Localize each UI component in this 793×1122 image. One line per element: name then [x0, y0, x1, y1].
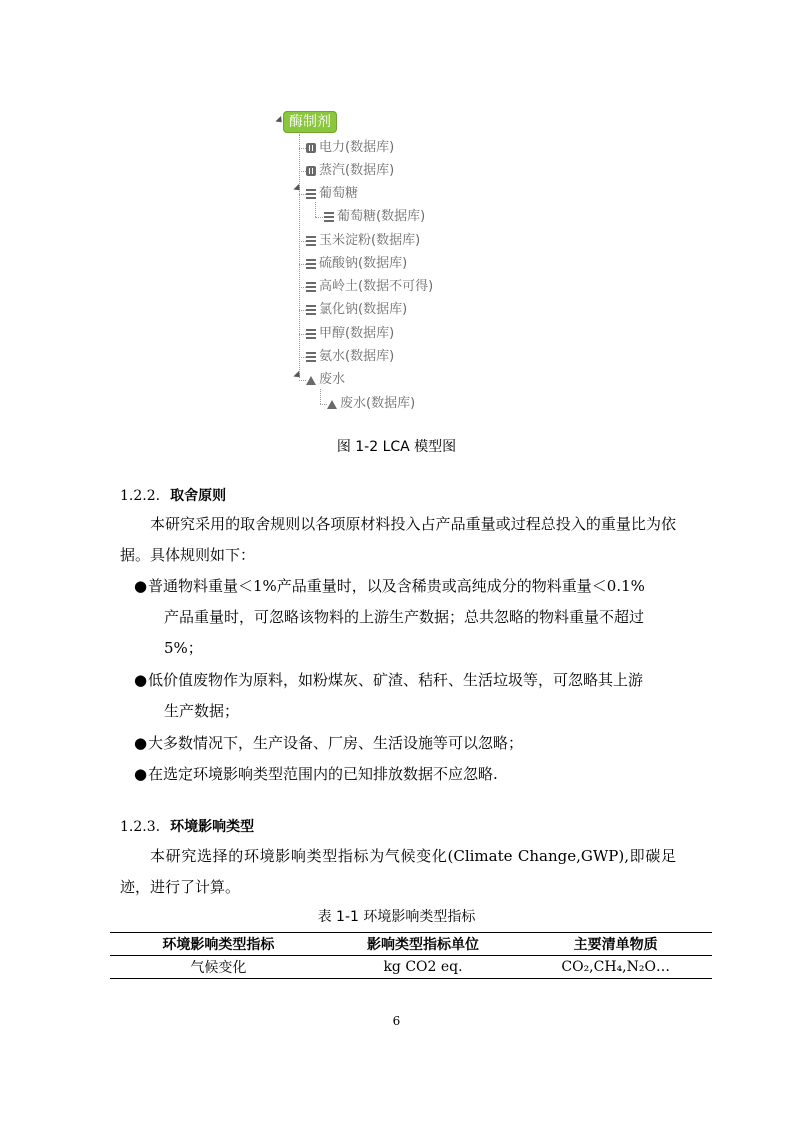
tree-node-label: 废水(数据库): [340, 396, 416, 411]
tree-node-label: 氯化钠(数据库): [319, 302, 408, 317]
tree-node-label: 玉米淀粉(数据库): [319, 233, 421, 248]
bullet-dot: ●: [134, 577, 148, 595]
bullet-item: [134, 759, 676, 790]
paragraph: 本研究选择的环境影响类型指标为气候变化(Climate Change,GWP),即碳足迹，进行了计算。: [120, 847, 676, 896]
bullet-text: 普通物料重量＜1%产品重量时，以及含稀贵或高纯成分的物料重量＜0.1%: [148, 577, 645, 595]
tree-connector: [299, 310, 306, 311]
page-number: 6: [392, 1014, 401, 1028]
tree-connector: [299, 241, 306, 242]
stack-icon: [306, 329, 316, 339]
table-row: [110, 956, 712, 979]
tree-node-label: 葡萄糖: [319, 186, 359, 201]
triangle-icon: [327, 400, 337, 409]
tree-connector: [299, 334, 306, 335]
bullet-dot: ●: [134, 734, 148, 752]
tree-node[interactable]: [327, 395, 415, 413]
triangle-icon: [306, 376, 316, 385]
tree-connector: [299, 380, 306, 381]
table-cell: CO₂,CH₄,N₂O…: [519, 956, 712, 979]
expand-caret-icon[interactable]: [293, 184, 302, 193]
section-number: 1.2.3.: [120, 819, 161, 835]
bullet-text-continued: 产品重量时，可忽略该物料的上游生产数据；总共忽略的物料重量不超过: [164, 608, 645, 626]
tree-connector: [299, 357, 306, 358]
tree-node-label: 硫酸钠(数据库): [319, 256, 408, 271]
stack-icon: [306, 305, 316, 315]
tree-node[interactable]: [306, 139, 394, 157]
tree-node[interactable]: [324, 208, 425, 226]
stack-icon: [324, 212, 334, 222]
section-title: 环境影响类型: [170, 819, 255, 835]
stack-icon: [306, 236, 316, 246]
table-cell: 气候变化: [110, 956, 327, 979]
section-number: 1.2.2.: [120, 488, 161, 504]
box-icon: [306, 143, 316, 153]
bullet-item: [134, 571, 676, 664]
bullet-item: [134, 665, 676, 727]
tree-connector: [315, 202, 316, 217]
tree-node[interactable]: [306, 162, 394, 180]
figure-caption: 图 1-2 LCA 模型图: [336, 439, 457, 455]
tree-node-label: 电力(数据库): [319, 140, 395, 155]
tree-node[interactable]: [306, 301, 407, 319]
tree-node[interactable]: [306, 232, 420, 250]
tree-node[interactable]: [306, 348, 394, 366]
bullet-dot: ●: [134, 671, 148, 689]
tree-node-label: 蒸汽(数据库): [319, 163, 395, 178]
bullet-item: [134, 728, 676, 759]
stack-icon: [306, 259, 316, 269]
bullet-text-continued: 5%；: [164, 639, 203, 657]
tree-node[interactable]: [306, 255, 407, 273]
tree-connector: [299, 264, 306, 265]
paragraph: 本研究采用的取舍规则以各项原材料投入占产品重量或过程总投入的重量比为依据。具体规则如下：: [120, 515, 676, 564]
tree-root-node[interactable]: 酶制剂: [284, 112, 336, 132]
impact-category-table: [110, 932, 712, 979]
tree-connector: [299, 194, 306, 195]
table-header-cell: 主要清单物质: [519, 933, 712, 956]
lca-model-tree: [0, 0, 793, 420]
tree-connector: [299, 171, 306, 172]
stack-icon: [306, 282, 316, 292]
tree-connector: [320, 404, 327, 405]
expand-caret-icon[interactable]: [293, 371, 302, 380]
bullet-text: 在选定环境影响类型范围内的已知排放数据不应忽略.: [148, 765, 498, 783]
table-header-cell: 影响类型指标单位: [327, 933, 520, 956]
tree-node-label: 甲醇(数据库): [319, 326, 395, 341]
table-header-row: [110, 933, 712, 956]
tree-connector: [299, 287, 306, 288]
tree-node[interactable]: [306, 325, 394, 343]
table-caption: 表 1-1 环境影响类型指标: [317, 909, 476, 925]
tree-node-label: 废水: [319, 372, 346, 387]
bullet-text-continued: 生产数据；: [164, 702, 240, 720]
tree-node[interactable]: [306, 185, 358, 203]
tree-node[interactable]: [306, 278, 433, 296]
stack-icon: [306, 189, 316, 199]
tree-node-label: 氨水(数据库): [319, 349, 395, 364]
table-header-cell: 环境影响类型指标: [110, 933, 327, 956]
tree-node[interactable]: [306, 371, 345, 389]
table-cell: kg CO2 eq.: [327, 956, 520, 979]
tree-connector: [299, 148, 306, 149]
tree-connector: [315, 217, 323, 218]
section-heading: [120, 485, 226, 505]
stack-icon: [306, 352, 316, 362]
tree-connector: [320, 389, 321, 404]
box-icon: [306, 166, 316, 176]
section-heading: [120, 816, 254, 836]
section-title: 取舍原则: [170, 488, 227, 504]
bullet-text: 大多数情况下，生产设备、厂房、生活设施等可以忽略；: [148, 734, 524, 752]
tree-node-label: 高岭土(数据不可得): [319, 279, 434, 294]
bullet-text: 低价值废物作为原料，如粉煤灰、矿渣、秸秆、生活垃圾等，可忽略其上游: [148, 671, 644, 689]
bullet-dot: ●: [134, 765, 148, 783]
tree-node-label: 葡萄糖(数据库): [337, 209, 426, 224]
